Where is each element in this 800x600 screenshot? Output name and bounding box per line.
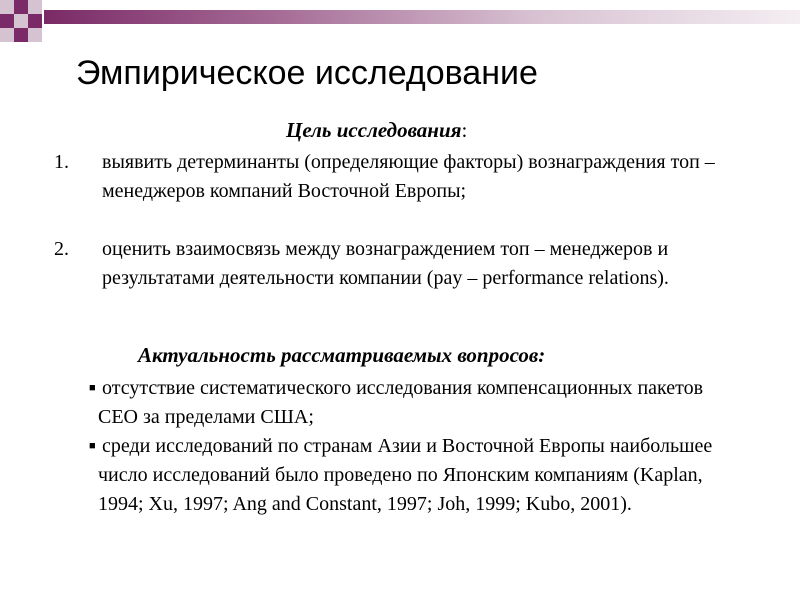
list-item-text: оценить взаимосвязь между вознаграждением топ – менеджеров и результатами деятельности компании (pay – performance relations). — [102, 238, 669, 289]
decor-square — [14, 0, 28, 14]
decor-square — [0, 14, 14, 28]
decor-square — [0, 28, 14, 42]
list-item-text: отсутствие систематического исследования компенсационных пакетов CEO за пределами США; — [98, 377, 704, 428]
goal-heading — [286, 118, 467, 143]
list-item-text: выявить детерминанты (определяющие факторы) вознаграждения топ – менеджеров компаний Восточной Европы; — [102, 151, 715, 202]
goal-heading-text: Цель исследования — [286, 118, 462, 142]
decor-square — [28, 14, 42, 28]
list-number: 1. — [54, 151, 69, 173]
decor-square — [28, 28, 42, 42]
header-gradient-bar — [44, 10, 800, 24]
decor-square — [14, 14, 28, 28]
decor-square — [28, 0, 42, 14]
relevance-heading: Актуальность рассматриваемых вопросов: — [138, 343, 546, 367]
list-item-text: среди исследований по странам Азии и Восточной Европы наибольшее число исследований было проведено по Японским компаниям (Kaplan, 1994; Xu, 1997; Ang and Constant, 1997; Joh, 1999; Kubo, 2001). — [98, 435, 713, 515]
decor-square — [14, 28, 28, 42]
goal-heading-colon: : — [461, 118, 468, 142]
square-bullet-icon: ■ — [89, 382, 96, 394]
decor-square — [0, 0, 14, 14]
list-number: 2. — [54, 238, 69, 260]
slide-title: Эмпирическое исследование — [76, 54, 538, 92]
square-bullet-icon: ■ — [89, 440, 96, 452]
